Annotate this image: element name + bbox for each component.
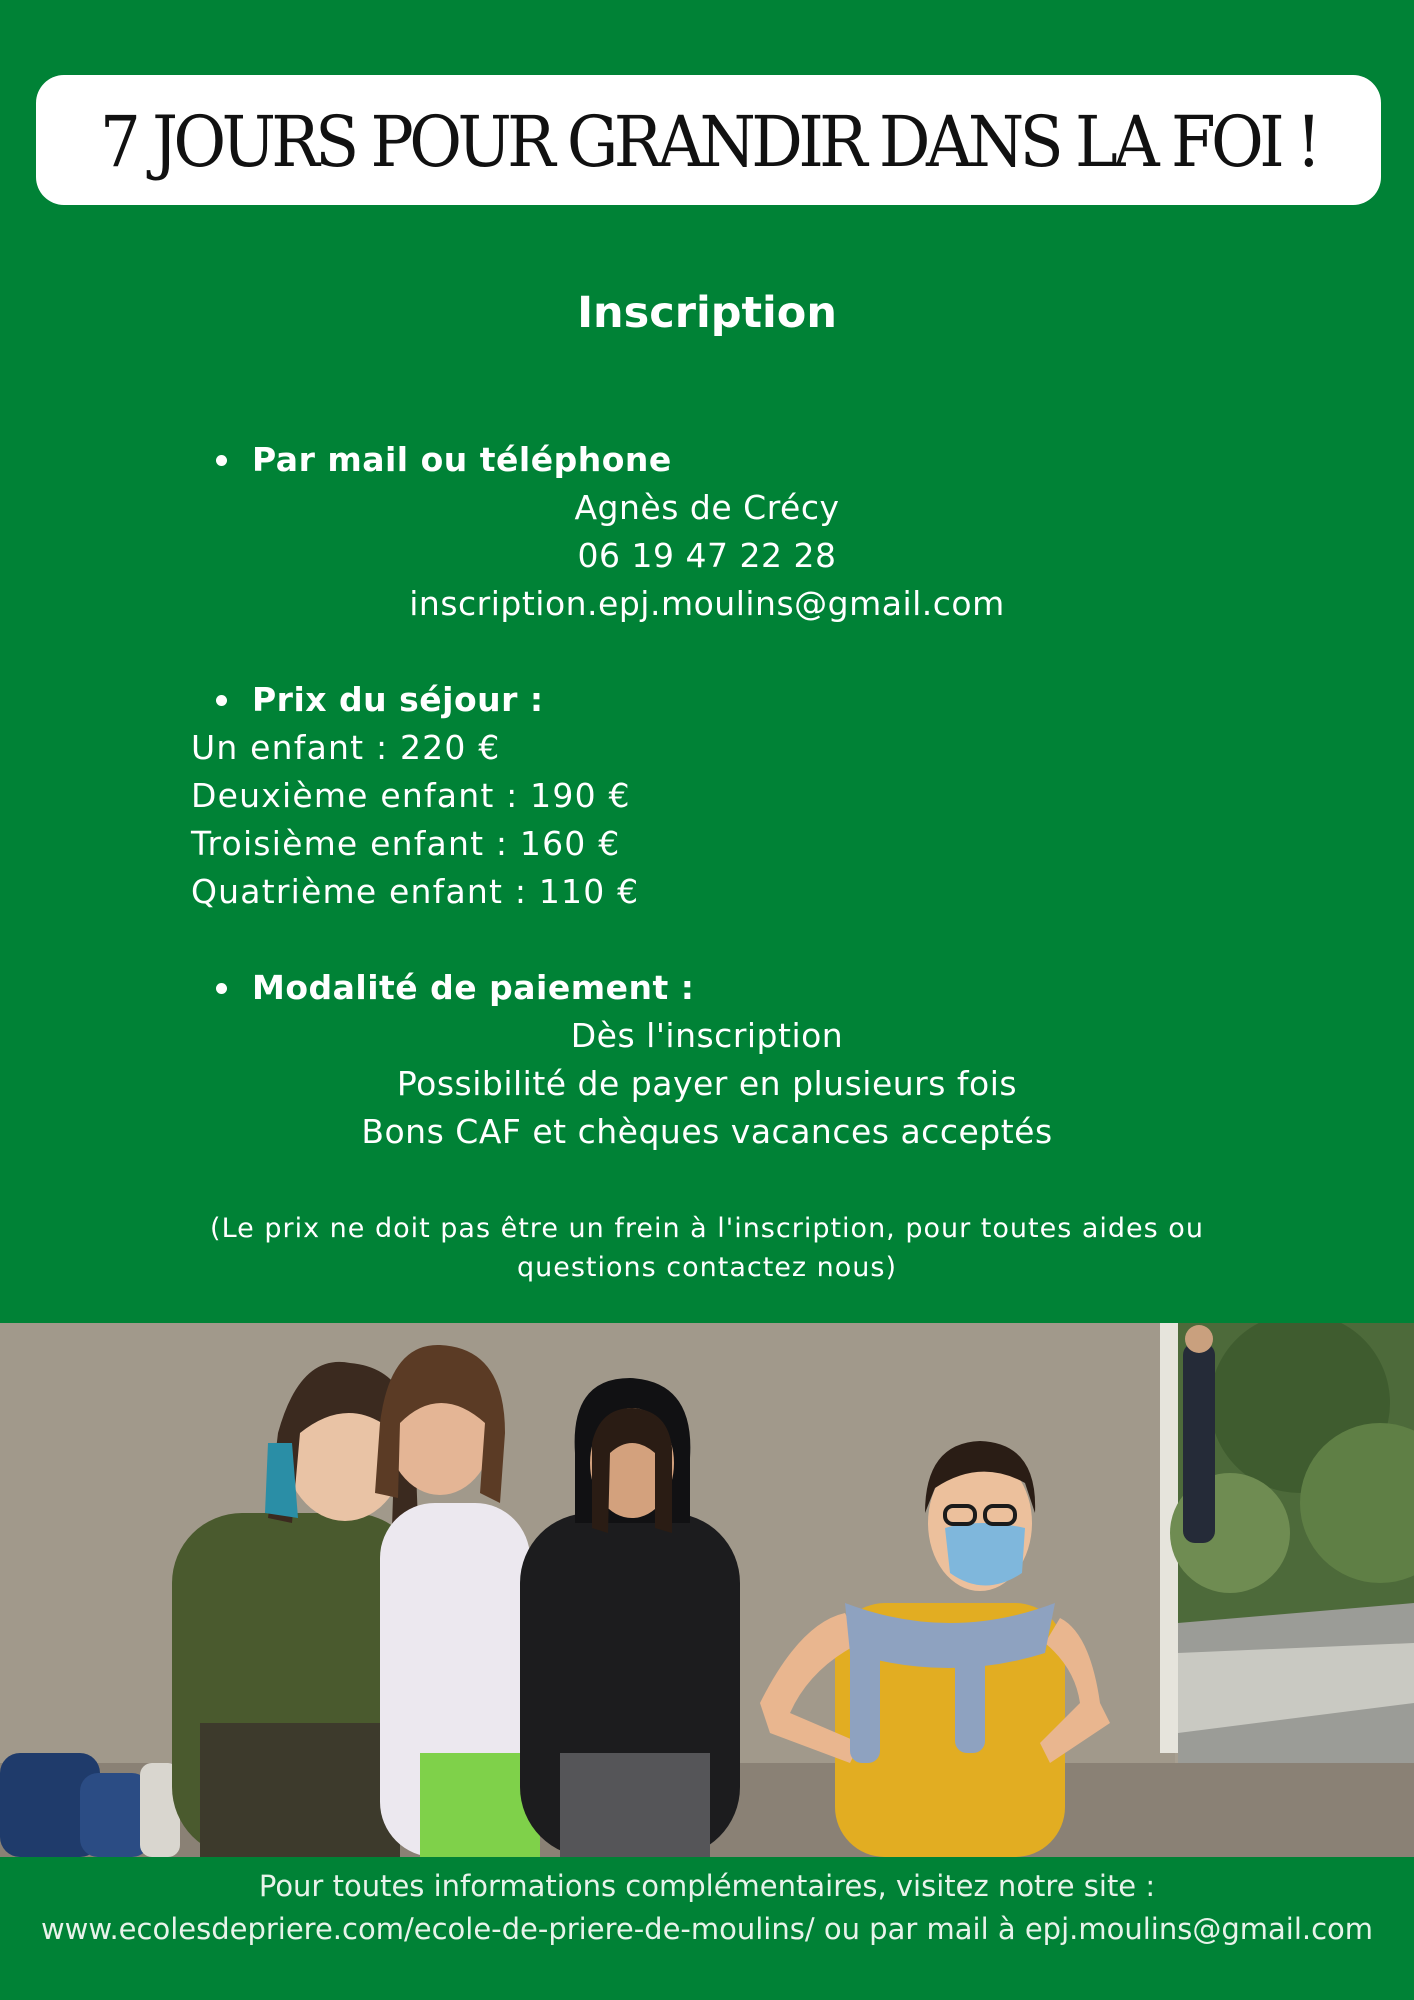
section-heading: Inscription (577, 288, 837, 338)
payment-line: Possibilité de payer en plusieurs fois (396, 1064, 1018, 1103)
price-line: Deuxième enfant : 190 € (191, 776, 631, 815)
payment-bullet: Modalité de paiement : (0, 964, 1414, 1012)
footer-line: Pour toutes informations complémentaires, visitez notre site : (258, 1869, 1156, 1903)
group-photo-illustration (0, 1323, 1414, 1857)
note-line: (Le prix ne doit pas être un frein à l'inscription, pour toutes aides ou (210, 1213, 1204, 1244)
price-line: Quatrième enfant : 110 € (191, 872, 640, 911)
spacer (0, 628, 1414, 676)
note-line: questions contactez nous) (516, 1252, 898, 1283)
contact-email[interactable]: inscription.epj.moulins@gmail.com (409, 584, 1005, 623)
title-banner (36, 75, 1381, 205)
contact-bullet: Par mail ou téléphone (0, 436, 1414, 484)
contact-phone[interactable]: 06 19 47 22 28 (577, 536, 837, 575)
price-line: Troisième enfant : 160 € (191, 824, 621, 863)
prices-bullet: Prix du séjour : (0, 676, 1414, 724)
group-photo (0, 1323, 1414, 1857)
price-note (0, 1209, 1414, 1287)
page-title: 7 JOURS POUR GRANDIR DANS LA FOI ! (99, 101, 1318, 183)
price-line: Un enfant : 220 € (191, 728, 501, 767)
contact-name: Agnès de Crécy (574, 488, 840, 527)
spacer (0, 916, 1414, 964)
registration-details (0, 436, 1414, 1156)
payment-line: Bons CAF et chèques vacances acceptés (361, 1112, 1053, 1151)
footer-link[interactable]: www.ecolesdepriere.com/ecole-de-priere-de-moulins/ ou par mail à epj.moulins@gmail.com (40, 1912, 1374, 1946)
payment-line: Dès l'inscription (570, 1016, 844, 1055)
footer (0, 1865, 1414, 1951)
